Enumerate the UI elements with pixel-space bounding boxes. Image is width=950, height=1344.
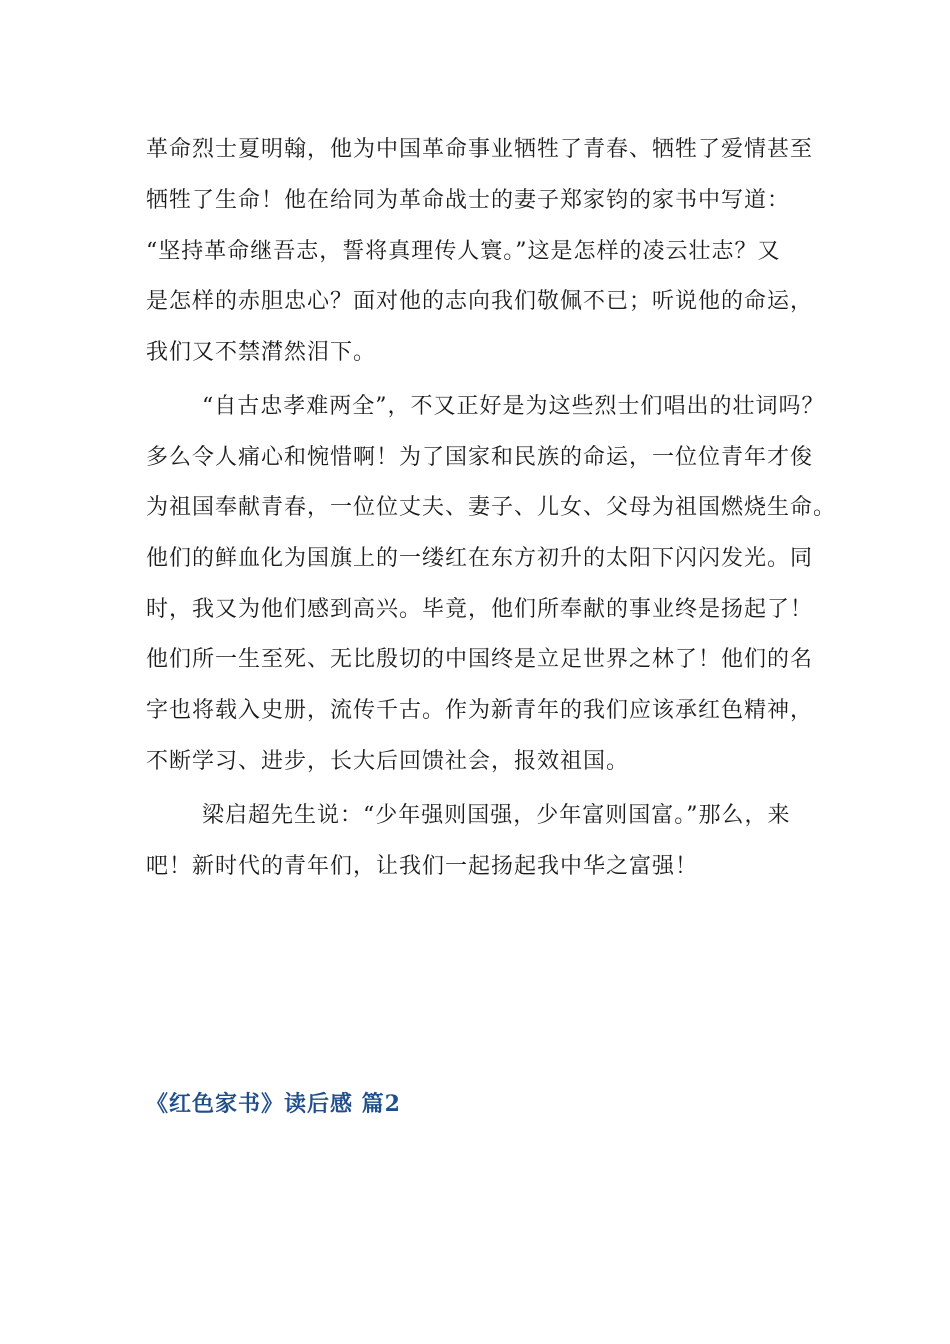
paragraph-2-line-5: 时，我又为他们感到高兴。毕竟，他们所奉献的事业终是扬起了！ [146, 597, 814, 622]
paragraph-2-line-4: 他们的鲜血化为国旗上的一缕红在东方初升的太阳下闪闪发光。同 [146, 546, 814, 571]
paragraph-1-line-5: 我们又不禁潸然泪下。 [146, 340, 377, 365]
paragraph-3-line-1: 梁启超先生说：“少年强则国强，少年富则国富。”那么，来 [202, 803, 791, 828]
paragraph-3-line-2: 吧！新时代的青年们，让我们一起扬起我中华之富强！ [146, 854, 699, 879]
section-heading: 《红色家书》读后感 篇2 [146, 1091, 401, 1117]
paragraph-2-line-8: 不断学习、进步，长大后回馈社会，报效祖国。 [146, 749, 630, 774]
paragraph-1-line-3: “坚持革命继吾志，誓将真理传人寰。”这是怎样的凌云壮志？又 [146, 239, 781, 264]
paragraph-1-line-2: 牺牲了生命！他在给同为革命战士的妻子郑家钧的家书中写道： [146, 188, 791, 213]
paragraph-2-line-2: 多么令人痛心和惋惜啊！为了国家和民族的命运，一位位青年才俊 [146, 445, 814, 470]
paragraph-2-line-6: 他们所一生至死、无比殷切的中国终是立足世界之林了！他们的名 [146, 647, 814, 672]
paragraph-2-line-7: 字也将载入史册，流传千古。作为新青年的我们应该承红色精神， [146, 698, 814, 723]
paragraph-1-line-1: 革命烈士夏明翰，他为中国革命事业牺牲了青春、牺牲了爱情甚至 [146, 137, 814, 162]
paragraph-2-line-3: 为祖国奉献青春，一位位丈夫、妻子、儿女、父母为祖国燃烧生命。 [146, 495, 837, 520]
paragraph-1-line-4: 是怎样的赤胆忠心？面对他的志向我们敬佩不已；听说他的命运， [146, 289, 814, 314]
paragraph-2-line-1: “自古忠孝难两全”，不又正好是为这些烈士们唱出的壮词吗？ [202, 394, 825, 419]
